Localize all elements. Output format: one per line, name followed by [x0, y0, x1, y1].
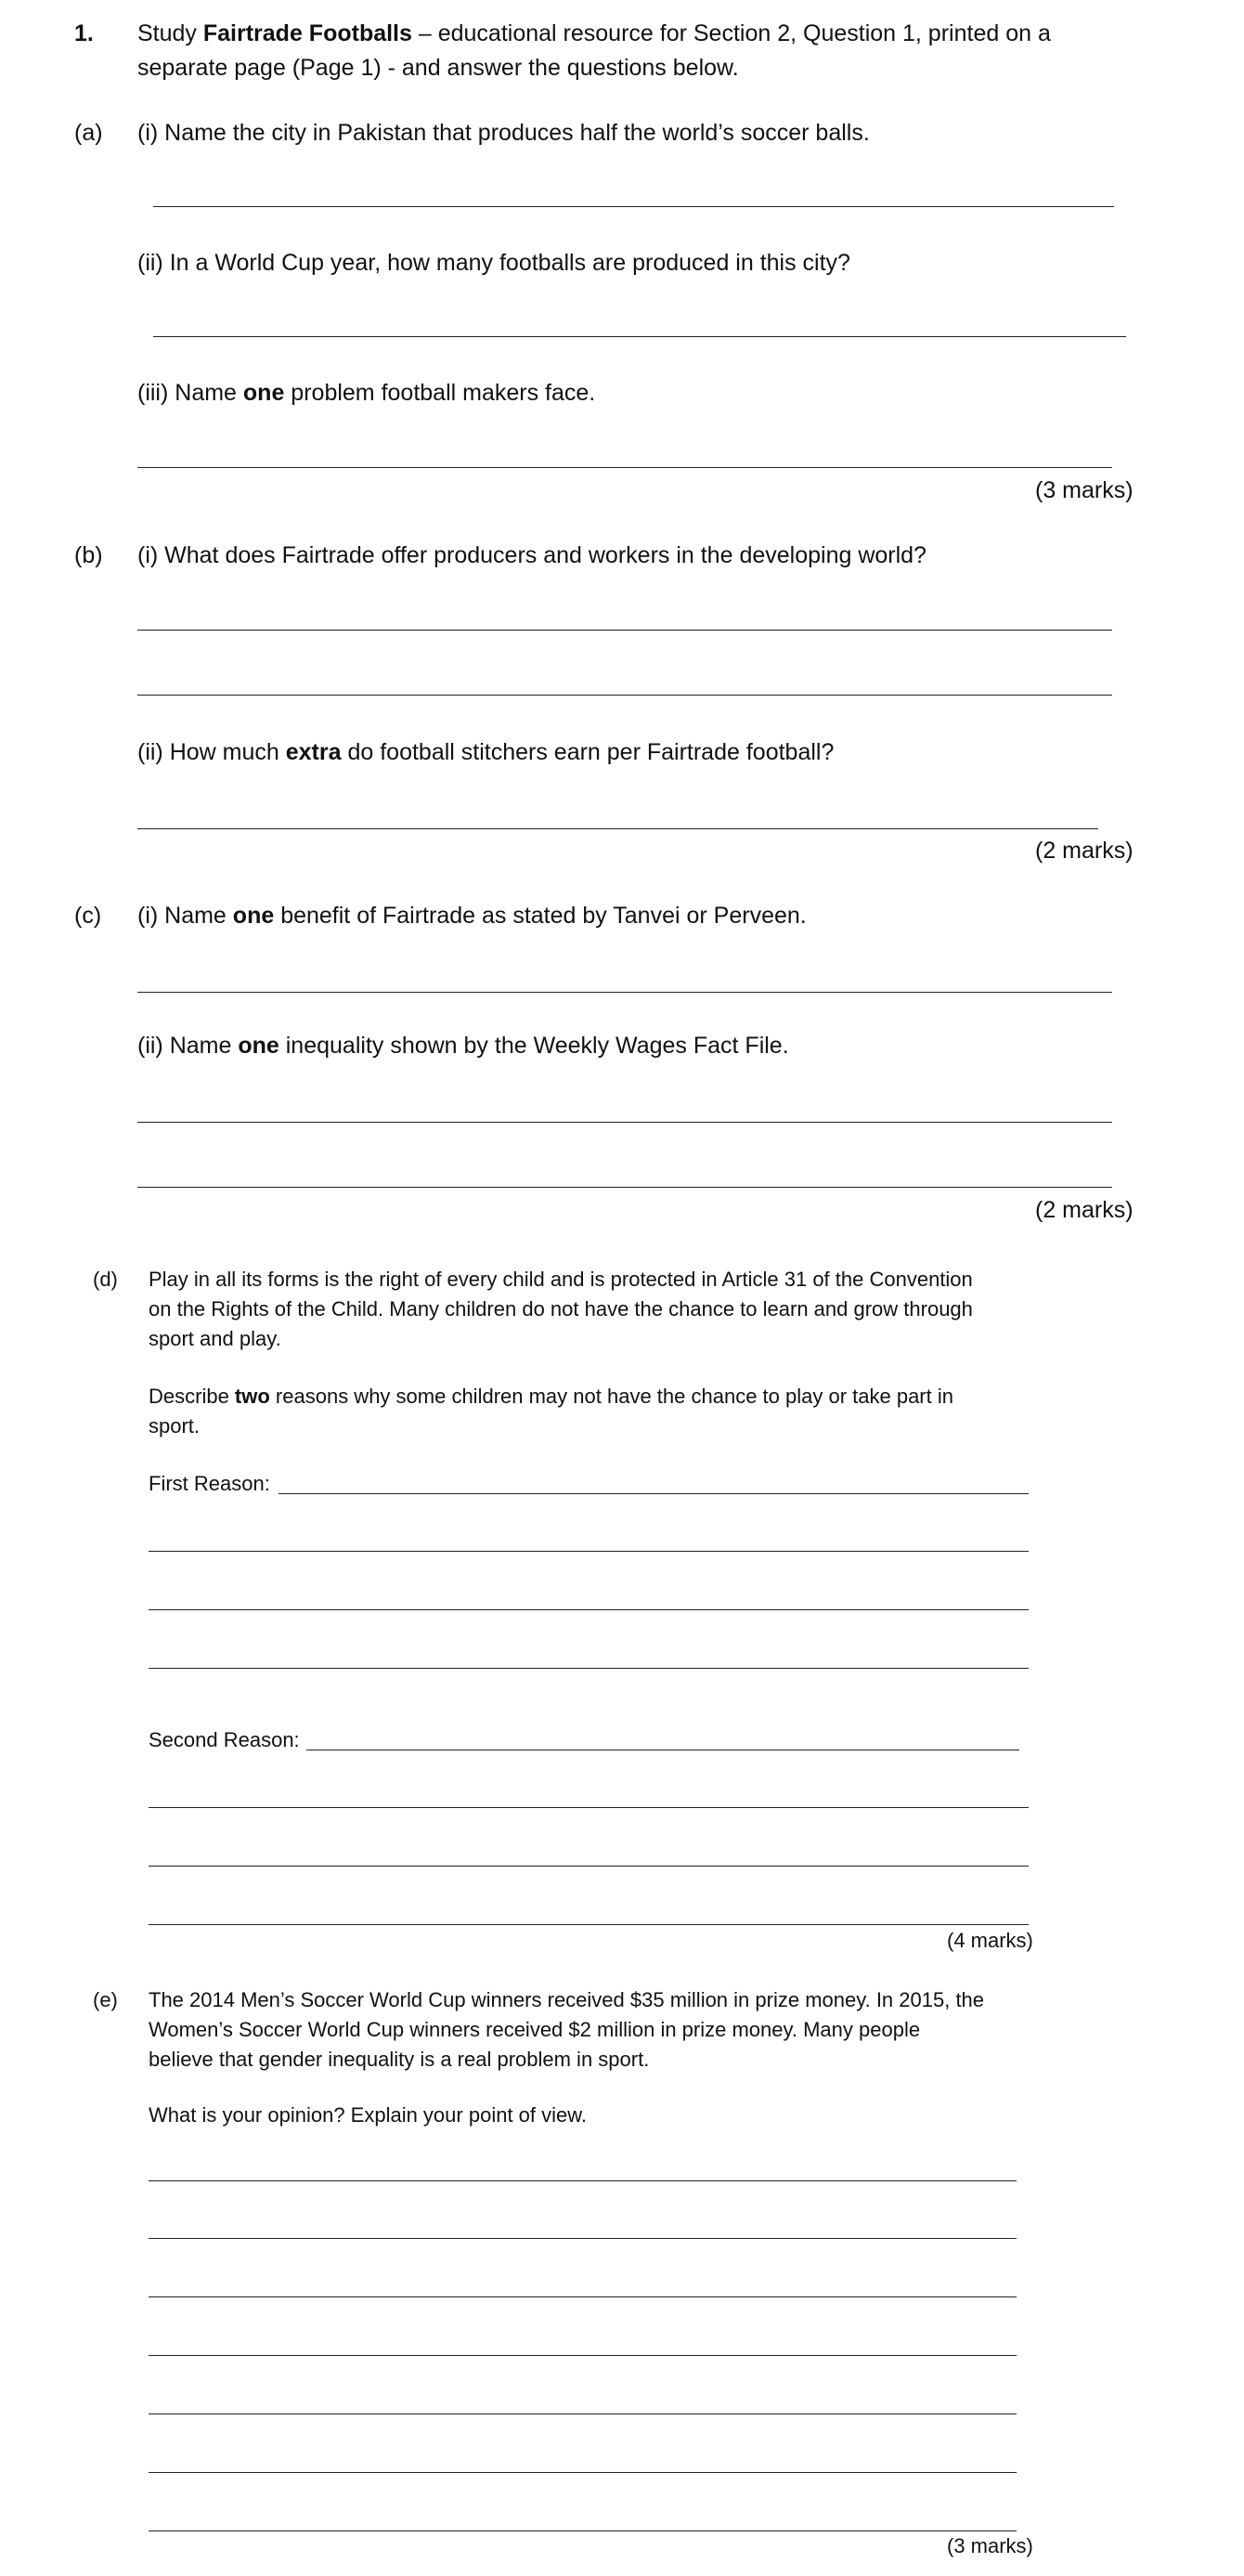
intro-bold: Fairtrade Footballs	[202, 20, 412, 46]
answer-line[interactable]	[153, 336, 1126, 337]
part-d-paragraph-line-3: sport and play.	[149, 1327, 281, 1350]
text-pre: (i) Name	[137, 903, 233, 929]
intro-pre: Study	[137, 20, 203, 46]
part-d-paragraph-line-1: Play in all its forms is the right of every child and is protected in Article 31 of the Convention	[149, 1268, 973, 1291]
text-post: do football stitchers earn per Fairtrade football?	[341, 739, 835, 765]
answer-line[interactable]	[149, 2238, 1017, 2239]
second-reason-label: Second Reason:	[149, 1728, 300, 1751]
part-b-question-2	[137, 735, 834, 769]
text-pre: (ii) How much	[137, 739, 286, 765]
question-intro	[137, 17, 1051, 50]
part-d-task	[149, 1382, 953, 1412]
part-a-label: (a)	[74, 120, 103, 146]
question-number: 1.	[74, 20, 94, 46]
text-post: reasons why some children may not have the chance to play or take part in	[269, 1385, 953, 1408]
part-b-marks: (2 marks)	[1035, 838, 1134, 864]
answer-line[interactable]	[149, 1609, 1029, 1610]
intro-post: – educational resource for Section 2, Question 1, printed on a	[411, 20, 1051, 46]
answer-line[interactable]	[137, 467, 1112, 468]
text-pre: (ii) Name	[137, 1033, 239, 1059]
answer-line[interactable]	[149, 1866, 1029, 1867]
part-c-question-1	[137, 899, 807, 932]
text-post: inequality shown by the Weekly Wages Fact File.	[279, 1033, 789, 1059]
part-a-question-3	[137, 376, 595, 410]
answer-line[interactable]	[137, 992, 1112, 993]
answer-line[interactable]	[149, 1924, 1029, 1925]
part-b-label: (b)	[74, 542, 103, 568]
answer-line[interactable]	[149, 1551, 1029, 1552]
part-d-label: (d)	[93, 1268, 118, 1291]
text-post: benefit of Fairtrade as stated by Tanvei or Perveen.	[274, 903, 807, 929]
answer-line[interactable]	[149, 2180, 1017, 2181]
answer-line[interactable]	[149, 2296, 1017, 2297]
answer-line[interactable]	[137, 630, 1112, 631]
answer-line[interactable]	[149, 1807, 1029, 1808]
answer-line[interactable]	[137, 1122, 1112, 1123]
part-d-paragraph-line-2: on the Rights of the Child. Many children do not have the chance to learn and grow through	[149, 1297, 973, 1321]
part-e-marks: (3 marks)	[947, 2534, 1033, 2557]
part-a-marks: (3 marks)	[1035, 477, 1134, 503]
answer-line[interactable]	[279, 1493, 1029, 1494]
text-bold: extra	[285, 739, 342, 765]
first-reason-label: First Reason:	[149, 1472, 270, 1495]
answer-line[interactable]	[153, 206, 1114, 207]
part-e-paragraph-line-2: Women’s Soccer World Cup winners received $2 million in prize money. Many people	[149, 2018, 921, 2041]
text-bold: one	[242, 380, 285, 406]
answer-line[interactable]	[149, 2530, 1017, 2531]
answer-line[interactable]	[149, 2472, 1017, 2473]
part-a-question-2: (ii) In a World Cup year, how many footballs are produced in this city?	[137, 250, 850, 276]
part-c-question-2	[137, 1029, 789, 1062]
answer-line[interactable]	[149, 2413, 1017, 2414]
text-pre: (iii) Name	[137, 380, 243, 406]
text-bold: two	[234, 1385, 270, 1408]
text-post: problem football makers face.	[284, 380, 596, 406]
answer-line[interactable]	[137, 828, 1098, 829]
part-a-question-1: (i) Name the city in Pakistan that produces half the world’s soccer balls.	[137, 120, 870, 146]
answer-line[interactable]	[137, 695, 1112, 696]
part-c-marks: (2 marks)	[1035, 1197, 1134, 1223]
part-e-paragraph-line-3: believe that gender inequality is a real problem in sport.	[149, 2048, 650, 2071]
part-c-label: (c)	[74, 903, 102, 929]
part-e-paragraph-line-1: The 2014 Men’s Soccer World Cup winners received $35 million in prize money. In 2015, the	[149, 1988, 985, 2011]
part-e-prompt: What is your opinion? Explain your point of view.	[149, 2103, 588, 2127]
text-bold: one	[232, 903, 275, 929]
text-bold: one	[238, 1033, 279, 1059]
answer-line[interactable]	[149, 1668, 1029, 1669]
text-pre: Describe	[149, 1385, 235, 1408]
answer-line[interactable]	[137, 1187, 1112, 1188]
answer-line[interactable]	[149, 2355, 1017, 2356]
question-intro-line2: separate page (Page 1) - and answer the questions below.	[137, 55, 739, 81]
part-e-label: (e)	[93, 1988, 118, 2011]
part-b-question-1: (i) What does Fairtrade offer producers and workers in the developing world?	[137, 542, 927, 568]
part-d-task-line-2: sport.	[149, 1414, 201, 1438]
part-d-marks: (4 marks)	[947, 1929, 1033, 1952]
